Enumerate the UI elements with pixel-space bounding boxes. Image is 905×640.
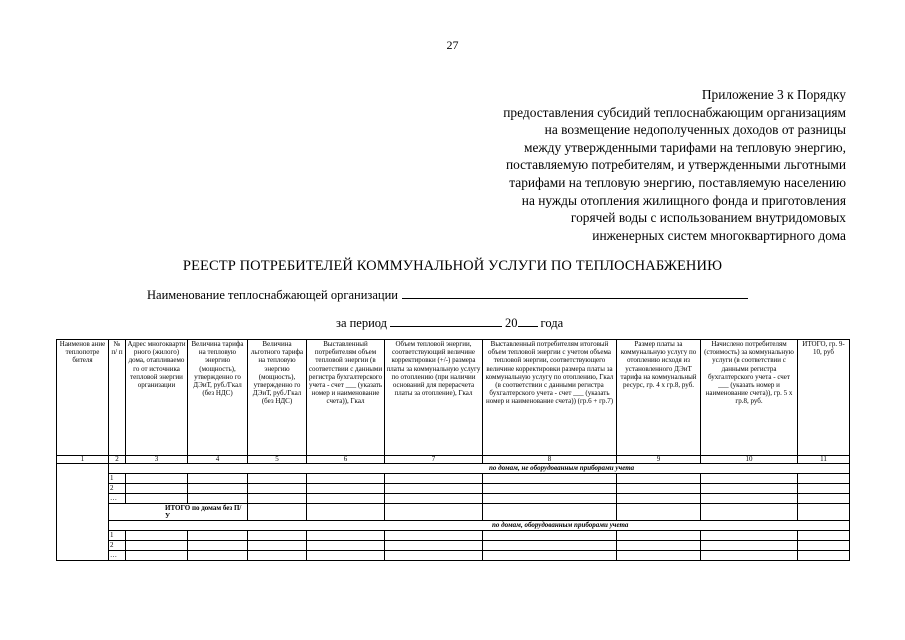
appendix-line: на возмещение недополученных доходов от разницы <box>544 122 846 138</box>
section-title: по домам, не оборудованным приборами учета <box>109 464 850 474</box>
column-number: 7 <box>385 456 483 464</box>
appendix-line: предоставления субсидий теплоснабжающим организациям <box>503 104 846 120</box>
column-number: 4 <box>188 456 248 464</box>
table-row <box>57 484 850 494</box>
period-year-prefix: 20 <box>505 316 518 330</box>
row-number: 1 <box>109 474 126 484</box>
header-row <box>57 340 850 456</box>
header-cell: Величина льготного тарифа на тепловую энергию (мощность), утвержденно го ДЭиТ, руб./Гкал (без НДС) <box>248 340 307 456</box>
row-number: … <box>109 494 126 504</box>
consumer-cell <box>57 464 109 561</box>
header-cell: Выставленный потребителям итоговый объем тепловой энергии с учетом объема тепловой энергии, соответствующего величине корректировки размера платы за коммунальную услугу по отоплению, Гкал (в соответствии с данными регистра бухгалтерского учета - счет ___ (указать номер и наименование счета)) (гр.6 + гр.7) <box>483 340 617 456</box>
column-number: 6 <box>307 456 385 464</box>
row-number: 2 <box>109 541 126 551</box>
appendix-line: горячей воды с использованием внутридомовых <box>570 210 846 226</box>
section-row <box>57 464 850 474</box>
column-number: 5 <box>248 456 307 464</box>
header-cell: № п/ п <box>109 340 126 456</box>
header-cell: Величина тарифа на тепловую энергию (мощность), утвержденно го ДЭиТ, руб./Гкал (без НДС) <box>188 340 248 456</box>
column-number-row <box>57 456 850 464</box>
table-row <box>57 531 850 541</box>
appendix-line: между утвержденными тарифами на тепловую энергию, <box>524 139 846 155</box>
appendix-heading <box>503 86 846 244</box>
header-cell: Выставленный потребителям объем тепловой энергии (в соответствии с данными регистра бухгалтерского учета - счет ___ (указать номер и наименование счета)), Гкал <box>307 340 385 456</box>
total-row <box>57 504 850 521</box>
period-field <box>336 315 563 331</box>
header-cell: ИТОГО, гр. 9-10, руб <box>798 340 850 456</box>
column-number: 11 <box>798 456 850 464</box>
section-title: по домам, оборудованным приборами учета <box>109 521 850 531</box>
table-row <box>57 551 850 561</box>
period-suffix: года <box>540 316 564 330</box>
org-name-blank <box>402 286 748 299</box>
row-number: … <box>109 551 126 561</box>
document-title: РЕЕСТР ПОТРЕБИТЕЛЕЙ КОММУНАЛЬНОЙ УСЛУГИ ПО ТЕПЛОСНАБЖЕНИЮ <box>182 258 723 274</box>
appendix-line: Приложение 3 к Порядку <box>701 87 846 102</box>
column-number: 10 <box>701 456 798 464</box>
column-number: 3 <box>126 456 188 464</box>
appendix-line: инженерных систем многоквартирного дома <box>592 227 846 243</box>
period-prefix: за период <box>336 316 388 330</box>
row-number: 2 <box>109 484 126 494</box>
row-number: 1 <box>109 531 126 541</box>
table-row <box>57 541 850 551</box>
header-cell: Начислено потребителям (стоимость) за коммунальную услуги (в соответствии с данными регистра бухгалтерского учета - счет ___ (указать номер и наименование счета)), гр. 5 x гр.8, руб. <box>701 340 798 456</box>
header-cell: Адрес многокварти рного (жилого) дома, отапливаемо го от источника тепловой энергии организации <box>126 340 188 456</box>
org-label: Наименование теплоснабжающей организации <box>147 288 398 302</box>
column-number: 1 <box>57 456 109 464</box>
year-blank <box>518 315 538 327</box>
table-row <box>57 474 850 484</box>
column-number: 2 <box>109 456 126 464</box>
header-cell: Объем тепловой энергии, соответствующий величине корректировки (+/-) размера платы за коммунальную услугу по отоплению (при наличии оснований для перерасчета платы за отопление), Гкал <box>385 340 483 456</box>
page-number: 27 <box>446 38 459 52</box>
total-label: ИТОГО по домам без П/У <box>109 504 248 521</box>
appendix-line: поставляемую потребителям, и утвержденными льготными <box>505 157 846 173</box>
column-number: 9 <box>617 456 701 464</box>
appendix-line: на нужды отопления жилищного фонда и приготовления <box>521 192 846 208</box>
org-name-field <box>147 286 748 303</box>
period-blank <box>390 315 502 327</box>
header-cell: Наименов ание теплопотре бителя <box>57 340 109 456</box>
section-row <box>57 521 850 531</box>
column-number: 8 <box>483 456 617 464</box>
appendix-line: тарифами на тепловую энергию, поставляемую населению <box>509 174 846 190</box>
header-cell: Размер платы за коммунальную услугу по отоплению исходя из установленного ДЭиТ тарифа на коммунальный ресурс, гр. 4 x гр.8, руб. <box>617 340 701 456</box>
registry-table <box>56 339 850 561</box>
table-row <box>57 494 850 504</box>
